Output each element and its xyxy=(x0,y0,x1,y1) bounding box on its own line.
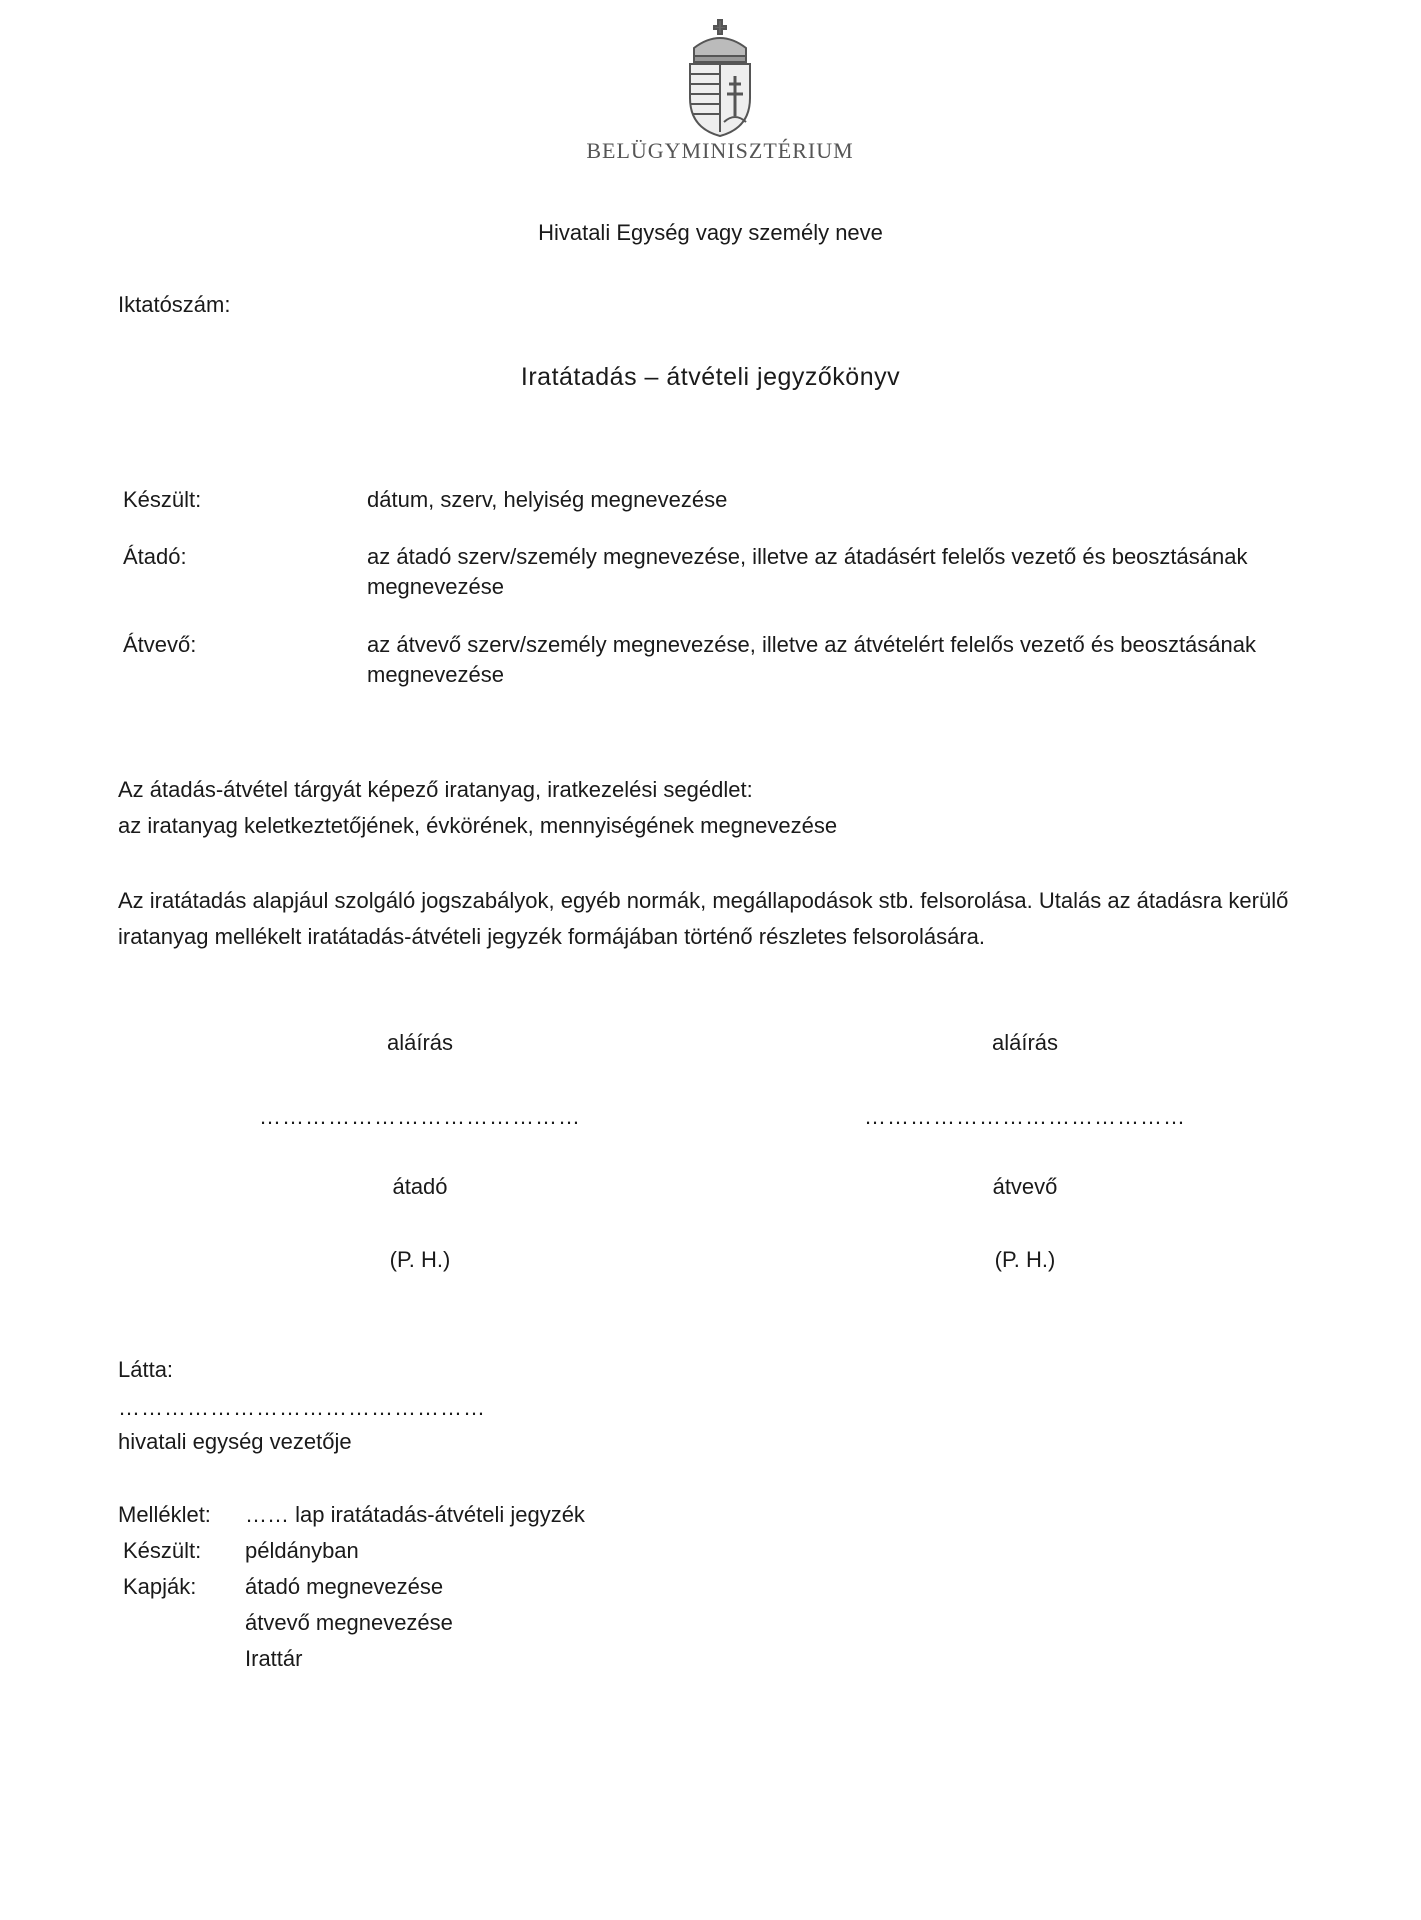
left-signature-label: aláírás xyxy=(386,1030,454,1055)
created-label: Készült: xyxy=(123,487,202,512)
coat-of-arms-icon xyxy=(680,18,760,138)
attachment-label: Melléklet: xyxy=(118,1502,211,1527)
ministry-name: BELÜGYMINISZTÉRIUM xyxy=(586,138,854,163)
recipient-label: Átvevő: xyxy=(123,632,197,657)
left-role-label: átadó xyxy=(392,1174,448,1199)
recipient-item: átadó megnevezése xyxy=(245,1574,444,1599)
copies-label: Készült: xyxy=(123,1538,202,1563)
right-stamp-label: (P. H.) xyxy=(994,1247,1056,1272)
right-role-label: átvevő xyxy=(992,1174,1058,1199)
recipient-item: átvevő megnevezése xyxy=(245,1610,453,1635)
filing-number-label: Iktatószám: xyxy=(118,292,231,317)
right-signature-line: …………………………………… xyxy=(864,1104,1186,1129)
recipient-item: Irattár xyxy=(245,1646,303,1671)
left-signature-line: …………………………………… xyxy=(259,1104,581,1129)
transferor-label: Átadó: xyxy=(123,544,187,569)
unit-name: Hivatali Egység vagy személy neve xyxy=(538,220,883,245)
seen-label: Látta: xyxy=(118,1357,174,1382)
legal-basis-paragraph: Az iratátadás alapjául szolgáló jogszabályok, egyéb normák, megállapodások stb. felsorolása. Utalás az átadásra kerülő iratanyag mellékelt iratátadás-átvételi jegyzék formájában történő részletes felsorolására. xyxy=(118,888,1289,949)
left-stamp-label: (P. H.) xyxy=(389,1247,451,1272)
recipient-value: az átvevő szerv/személy megnevezése, illetve az átvételért felelős vezető és beosztásának megnevezése xyxy=(367,632,1257,687)
right-signature-label: aláírás xyxy=(991,1030,1059,1055)
copies-value: példányban xyxy=(245,1538,359,1563)
transferor-value: az átadó szerv/személy megnevezése, illetve az átadásért felelős vezető és beosztásának megnevezése xyxy=(367,544,1248,599)
attachment-value: …… lap iratátadás-átvételi jegyzék xyxy=(245,1502,585,1527)
subject-line-1: Az átadás-átvétel tárgyát képező iratanyag, iratkezelési segédlet: xyxy=(118,777,753,802)
unit-head-label: hivatali egység vezetője xyxy=(118,1429,352,1454)
created-value: dátum, szerv, helyiség megnevezése xyxy=(367,487,728,512)
document-title: Iratátadás – átvételi jegyzőkönyv xyxy=(520,363,901,391)
recipients-label: Kapják: xyxy=(123,1574,197,1599)
seen-signature-line: ………………………………………… xyxy=(118,1395,486,1420)
subject-line-2: az iratanyag keletkeztetőjének, évkörének, mennyiségének megnevezése xyxy=(118,813,838,838)
